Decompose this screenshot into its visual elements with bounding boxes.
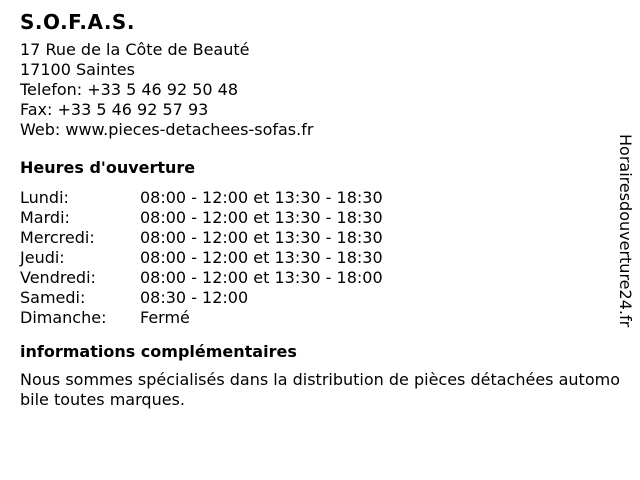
day-label: Samedi: (20, 288, 86, 307)
time-range: 08:00 - 12:00 et 13:30 - 18:30 (140, 248, 383, 267)
fax-line: Fax: +33 5 46 92 57 93 (20, 100, 209, 119)
hours-row (20, 288, 383, 308)
additional-info-heading: informations complémentaires (20, 342, 297, 361)
time-range: 08:00 - 12:00 et 13:30 - 18:30 (140, 228, 383, 247)
city-line: 17100 Saintes (20, 60, 135, 79)
time-range: Fermé (140, 308, 190, 327)
business-card (20, 10, 630, 410)
hours-row (20, 188, 383, 208)
day-label: Vendredi: (20, 268, 96, 287)
day-label: Mercredi: (20, 228, 95, 247)
hours-row (20, 308, 383, 328)
day-label: Lundi: (20, 188, 69, 207)
time-range: 08:00 - 12:00 et 13:30 - 18:30 (140, 188, 383, 207)
site-watermark: Horairesdouverture24.fr (616, 134, 635, 328)
hours-row (20, 268, 383, 288)
additional-info-text: Nous sommes spécialisés dans la distribution de pièces détachées automobile toutes marques. (20, 370, 620, 409)
day-label: Jeudi: (20, 248, 65, 267)
day-label: Mardi: (20, 208, 70, 227)
address-line: 17 Rue de la Côte de Beauté (20, 40, 250, 59)
opening-hours-heading: Heures d'ouverture (20, 158, 196, 177)
web-line: Web: www.pieces-detachees-sofas.fr (20, 120, 314, 139)
phone-line: Telefon: +33 5 46 92 50 48 (20, 80, 239, 99)
contact-block (20, 40, 630, 140)
hours-row (20, 248, 383, 268)
day-label: Dimanche: (20, 308, 107, 327)
time-range: 08:00 - 12:00 et 13:30 - 18:00 (140, 268, 383, 287)
company-name: S.O.F.A.S. (20, 10, 135, 34)
hours-row (20, 208, 383, 228)
time-range: 08:00 - 12:00 et 13:30 - 18:30 (140, 208, 383, 227)
opening-hours-table (20, 188, 383, 328)
time-range: 08:30 - 12:00 (140, 288, 249, 307)
hours-row (20, 228, 383, 248)
